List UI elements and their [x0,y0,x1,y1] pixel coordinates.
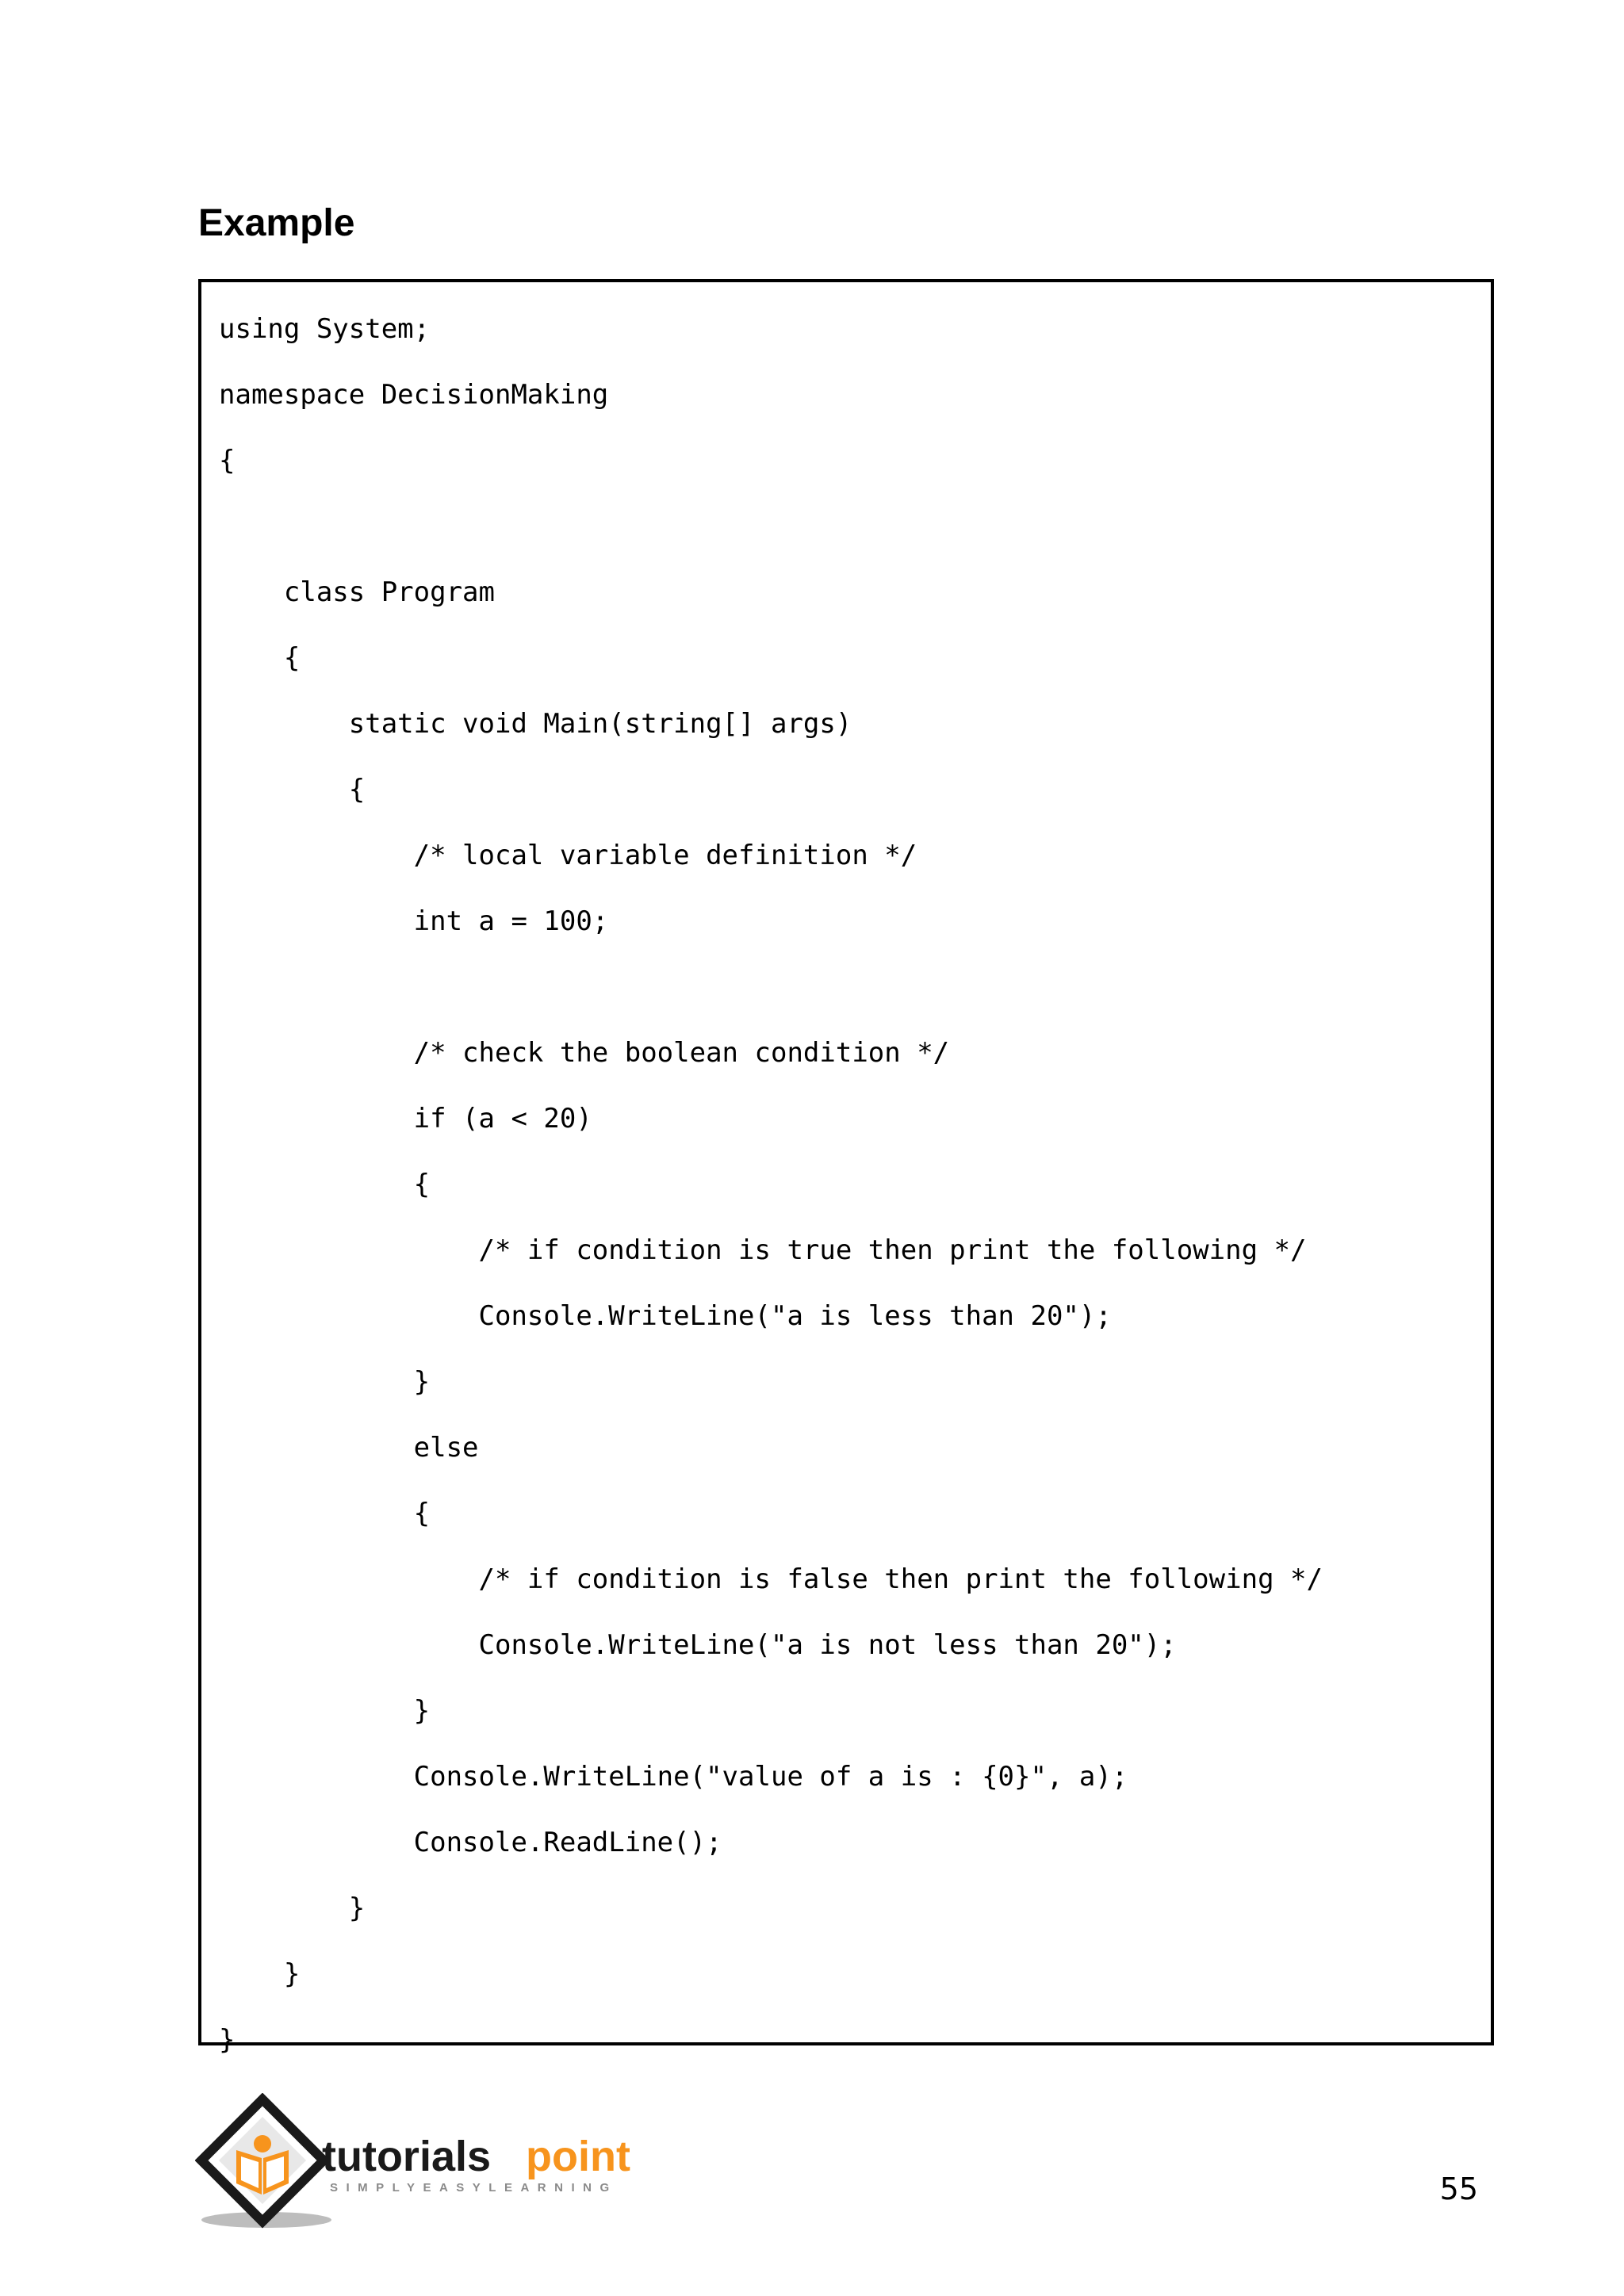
code-line: int a = 100; [219,905,609,937]
code-line: using System; [219,313,431,345]
code-line: Console.WriteLine("a is less than 20"); [219,1300,1112,1332]
code-line: if (a < 20) [219,1103,592,1135]
code-line: } [219,1892,366,1924]
logo-tagline: SIMPLYEASYLEARNING [330,2181,618,2195]
code-block [198,279,1494,2056]
code-line [219,494,1491,560]
page-heading: Example [198,202,355,244]
code-line [219,955,1491,1020]
logo-brand-accent: point [526,2133,630,2180]
code-line: static void Main(string[] args) [219,708,852,740]
tutorialspoint-logo [195,2093,647,2236]
code-line: Console.ReadLine(); [219,1827,722,1858]
page-number: 55 [1439,2172,1478,2206]
code-line: { [219,642,301,674]
code-line: { [219,445,236,476]
code-line: /* check the boolean condition */ [219,1037,950,1069]
code-line: Console.WriteLine("a is not less than 20"); [219,1629,1177,1661]
code-line: Console.WriteLine("value of a is : {0}", a); [219,1761,1128,1793]
code-line: else [219,1432,479,1464]
code-line: class Program [219,576,495,608]
code-line: } [219,1695,431,1727]
code-line: /* if condition is false then print the following */ [219,1563,1323,1595]
code-line: /* if condition is true then print the following */ [219,1234,1307,1266]
code-line: } [219,2024,236,2056]
logo-brand-dark: tutorials [322,2133,492,2180]
code-line: } [219,1366,431,1398]
code-line: namespace DecisionMaking [219,379,609,411]
code-line: { [219,1169,431,1200]
code-line: } [219,1958,301,1990]
code-line: { [219,1498,431,1529]
code-line: { [219,774,366,806]
code-line: /* local variable definition */ [219,840,917,871]
